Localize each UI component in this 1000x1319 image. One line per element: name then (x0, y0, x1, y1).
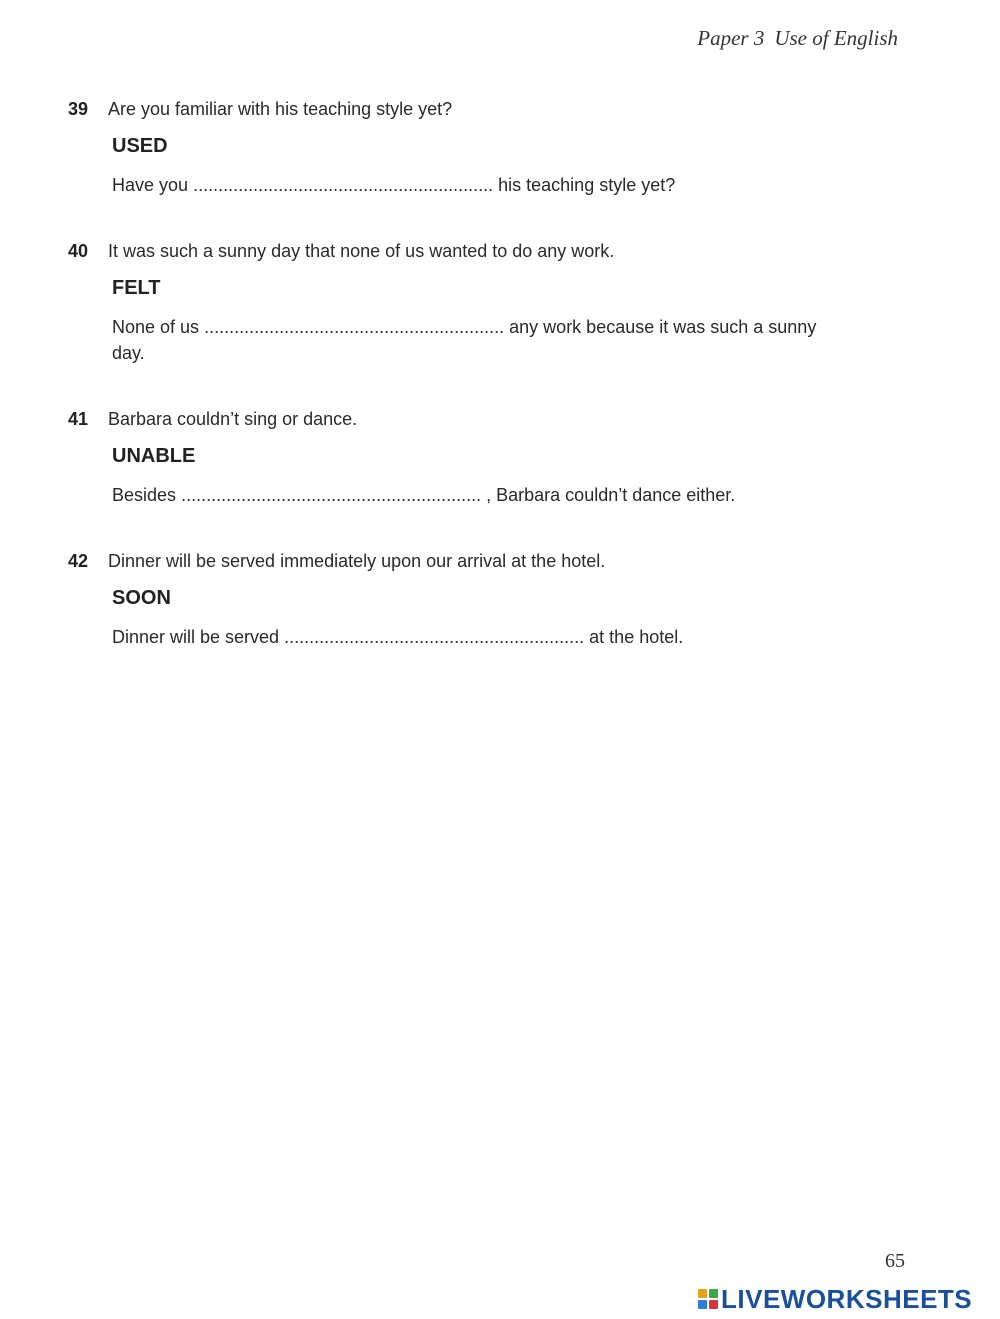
answer-after: his teaching style yet? (498, 175, 676, 195)
answer-line (112, 172, 872, 198)
question-40 (68, 240, 898, 366)
brand-logo-icon (698, 1289, 718, 1309)
keyword: FELT (112, 277, 161, 299)
answer-gap[interactable]: ............................................................ (204, 317, 505, 337)
question-sentence: Barbara couldn’t sing or dance. (108, 409, 358, 429)
question-41 (68, 408, 898, 508)
answer-before: Dinner will be served (112, 627, 280, 647)
question-sentence: Dinner will be served immediately upon our arrival at the hotel. (108, 551, 606, 571)
question-number: 39 (68, 99, 89, 119)
answer-gap[interactable]: ............................................................ (284, 627, 585, 647)
answer-gap[interactable]: ............................................................ (181, 485, 482, 505)
answer-line (112, 482, 872, 508)
answer-before: Besides (112, 485, 177, 505)
page-number: 65 (885, 1250, 905, 1272)
answer-continuation: day. (112, 343, 145, 363)
logo-tile-i (709, 1289, 718, 1298)
question-sentence: Are you familiar with his teaching style yet? (108, 99, 453, 119)
question-number: 42 (68, 551, 89, 571)
brand-name: LIVEWORKSHEETS (721, 1284, 973, 1314)
header-section: Use of English (774, 26, 898, 50)
answer-before: None of us (112, 317, 200, 337)
answer-line (112, 314, 872, 366)
answer-before: Have you (112, 175, 189, 195)
answer-after: any work because it was such a sunny (509, 317, 817, 337)
keyword: USED (112, 135, 168, 157)
answer-line (112, 624, 872, 650)
answer-gap[interactable]: ............................................................ (193, 175, 494, 195)
logo-tile-l (698, 1289, 707, 1298)
liveworksheets-logo (698, 1285, 972, 1313)
keyword: UNABLE (112, 445, 196, 467)
logo-tile-e (709, 1300, 718, 1309)
keyword: SOON (112, 587, 171, 609)
answer-after: , Barbara couldn’t dance either. (486, 485, 736, 505)
answer-after: at the hotel. (589, 627, 684, 647)
running-header (697, 26, 898, 51)
question-sentence: It was such a sunny day that none of us wanted to do any work. (108, 241, 615, 261)
question-39 (68, 98, 898, 198)
question-number: 40 (68, 241, 89, 261)
logo-tile-v (698, 1300, 707, 1309)
question-42 (68, 550, 898, 650)
header-paper: Paper 3 (697, 26, 765, 50)
question-number: 41 (68, 409, 89, 429)
